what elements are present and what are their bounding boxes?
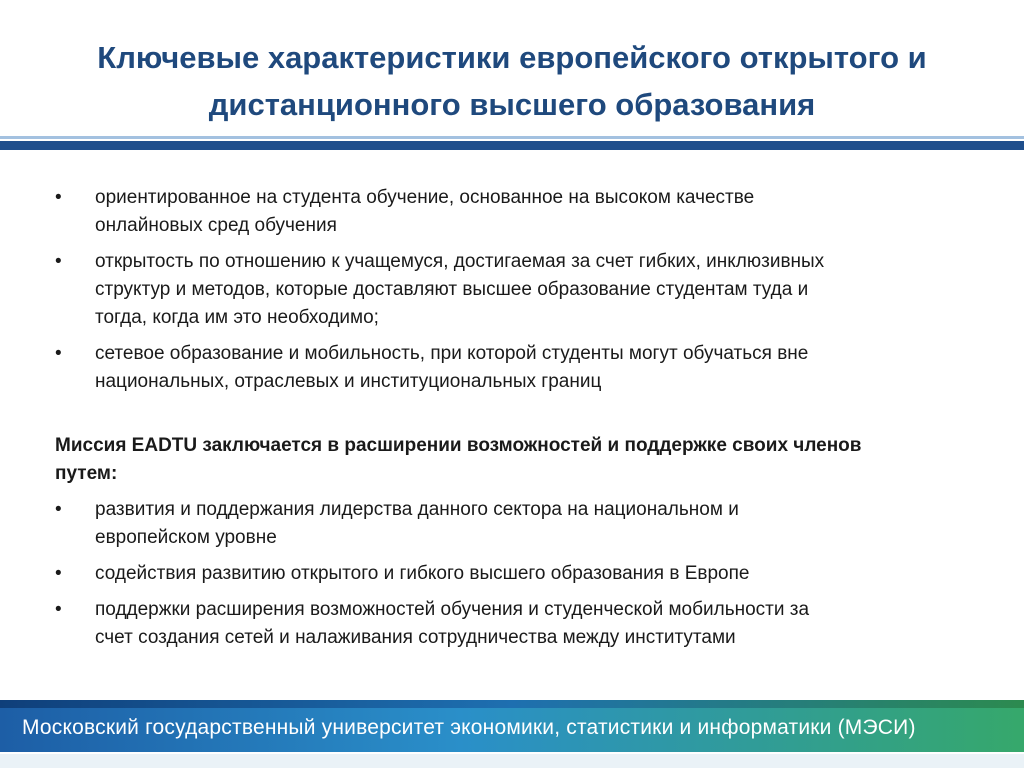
mission-line-2: путем:: [55, 463, 118, 484]
list-item: [55, 248, 975, 332]
list-item-line: поддержки расширения возможностей обучения и студенческой мобильности за: [95, 599, 810, 620]
footer-banner: [0, 700, 1024, 768]
slide-title-line-1: Ключевые характеристики европейского открытого и: [97, 40, 927, 75]
slide-title: [0, 34, 1024, 128]
footer-university-name: Московский государственный университет экономики, статистики и информатики (МЭСИ): [22, 716, 916, 739]
footer-top-stripe: [0, 700, 1024, 708]
bullet-icon: •: [55, 563, 62, 584]
list-item: [55, 496, 975, 552]
list-item-line: счет создания сетей и налаживания сотрудничества между институтами: [95, 627, 736, 648]
list-item-line: открытость по отношению к учащемуся, достигаемая за счет гибких, инклюзивных: [95, 251, 825, 272]
bullet-icon: •: [55, 187, 62, 208]
bullet-icon: •: [55, 599, 62, 620]
section-spacer: [55, 404, 975, 432]
title-divider-bar: [0, 136, 1024, 150]
list-item-line: онлайновых сред обучения: [95, 215, 337, 236]
bullet-icon: •: [55, 499, 62, 520]
list-item-line: сетевое образование и мобильность, при которой студенты могут обучаться вне: [95, 343, 809, 364]
list-item: [55, 340, 975, 396]
list-item: [55, 184, 975, 240]
list-item-line: ориентированное на студента обучение, основанное на высоком качестве: [95, 187, 755, 208]
footer-bottom-stripe: [0, 752, 1024, 768]
slide-title-line-2: дистанционного высшего образования: [208, 87, 816, 122]
list-item: [55, 560, 975, 588]
mission-statement: [55, 432, 975, 488]
mission-list: [55, 496, 975, 652]
list-item-line: содействия развитию открытого и гибкого высшего образования в Европе: [95, 563, 750, 584]
list-item: [55, 596, 975, 652]
characteristics-list: [55, 184, 975, 396]
bullet-icon: •: [55, 251, 62, 272]
slide-content: [55, 184, 975, 660]
list-item-line: европейском уровне: [95, 527, 277, 548]
list-item-line: национальных, отраслевых и институциональных границ: [95, 371, 602, 392]
bullet-icon: •: [55, 343, 62, 364]
list-item-line: развития и поддержания лидерства данного сектора на национальном и: [95, 499, 739, 520]
list-item-line: структур и методов, которые доставляют высшее образование студентам туда и: [95, 279, 809, 300]
mission-line-1: Миссия EADTU заключается в расширении возможностей и поддержке своих членов: [55, 435, 862, 456]
list-item-line: тогда, когда им это необходимо;: [95, 307, 379, 328]
